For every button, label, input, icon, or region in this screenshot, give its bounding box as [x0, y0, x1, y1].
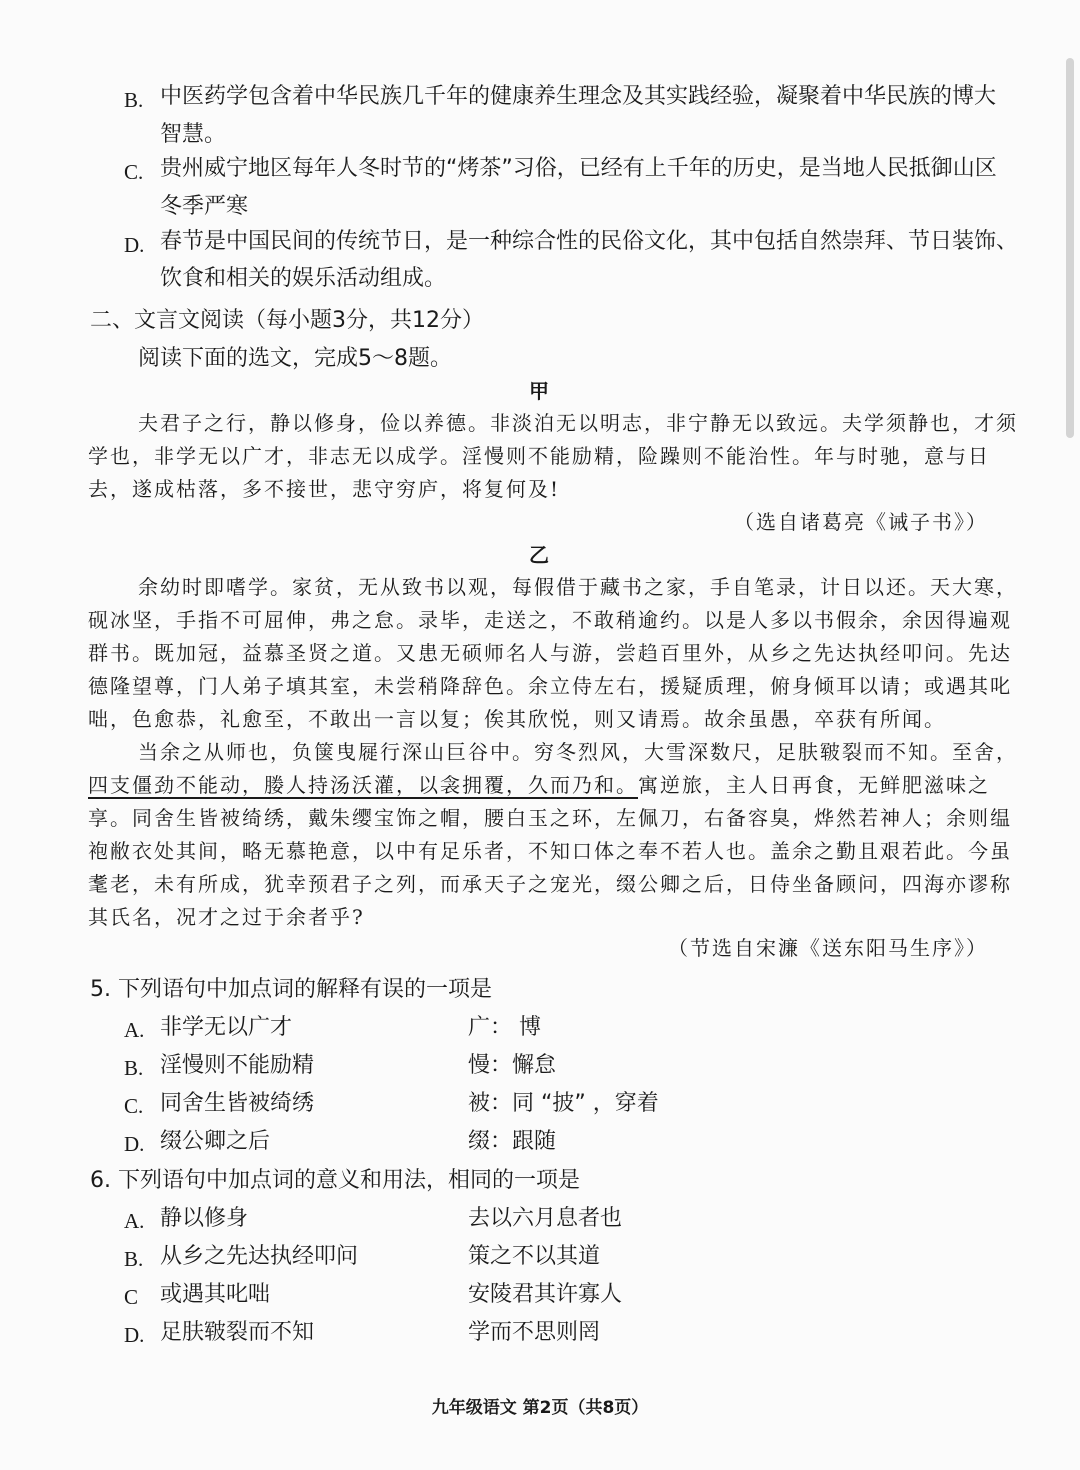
- q6-option-text: 足肤皲裂而不知: [160, 1320, 315, 1345]
- passage-b-line: 群书。既加冠，益慕圣贤之道。又患无硕师名人与游，尝趋百里外，从乡之先达执经叩问。先达: [88, 641, 1012, 665]
- passage-b-line: [88, 775, 990, 795]
- q4-option-b-line2: 智慧。: [160, 122, 227, 147]
- q4-option-d-line2: 饮食和相关的娱乐活动组成。: [160, 266, 447, 291]
- q4-option-letter: D.: [124, 233, 145, 257]
- q4-option-b-line1: 中医药学包含着中华民族几千年的健康养生理念及其实践经验，凝聚着中华民族的博大: [160, 84, 997, 109]
- passage-b-line: 耄老，未有所成，犹幸预君子之列，而承天子之宠光，缀公卿之后，日侍坐备顾问，四海亦谬称: [88, 872, 1012, 896]
- passage-b-line: 德隆望尊，门人弟子填其室，未尝稍降辞色。余立侍左右，援疑质理，俯身倾耳以请；或遇其叱: [88, 674, 1012, 698]
- passage-b-line: 砚冰坚，手指不可屈伸，弗之怠。录毕，走送之，不敢稍逾约。以是人多以书假余，余因得遍观: [88, 608, 1012, 632]
- passage-b-line: 其氏名，况才之过于余者乎?: [88, 905, 365, 929]
- q5-stem: 5. 下列语句中加点词的解释有误的一项是: [90, 977, 492, 1002]
- q5-option-gloss: 被：同 “披” ，穿着: [468, 1091, 659, 1116]
- passage-a-line: 学也，非学无以广才，非志无以成学。淫慢则不能励精，险躁则不能治性。年与时驰，意与日: [88, 444, 990, 468]
- q4-option-letter: B.: [124, 88, 144, 112]
- q5-option-letter: A.: [124, 1018, 145, 1042]
- q5-option-gloss: 慢：懈怠: [468, 1053, 557, 1078]
- q6-option-letter: B.: [124, 1247, 144, 1271]
- q4-option-letter: C.: [124, 160, 144, 184]
- passage-b-label: 乙: [529, 543, 551, 567]
- q5-option-text: 缀公卿之后: [160, 1129, 271, 1154]
- q6-option-text: 或遇其叱咄: [160, 1282, 271, 1307]
- passage-a-line: 夫君子之行，静以修身，俭以养德。非淡泊无以明志，非宁静无以致远。夫学须静也，才须: [138, 411, 1018, 435]
- underlined-sentence: 四支僵劲不能动，媵人持汤沃灌，以衾拥覆，久而乃和。: [88, 773, 638, 797]
- passage-b-line: 享。同舍生皆被绮绣，戴朱缨宝饰之帽，腰白玉之环，左佩刀，右备容臭，烨然若神人；余则缊: [88, 806, 1012, 830]
- q6-option-compare: 学而不思则罔: [468, 1320, 601, 1345]
- passage-a-line: 去，遂成枯落，多不接世，悲守穷庐，将复何及!: [88, 477, 561, 501]
- page-footer: 九年级语文 第2页（共8页）: [431, 1398, 649, 1418]
- section2-heading: 二、文言文阅读（每小题3分，共12分）: [90, 308, 484, 333]
- q5-option-text: 同舍生皆被绮绣: [160, 1091, 315, 1116]
- q4-option-c-line2: 冬季严寒: [160, 194, 249, 219]
- q5-option-letter: C.: [124, 1094, 144, 1118]
- q5-option-gloss: 缀：跟随: [468, 1129, 557, 1154]
- q6-option-text: 从乡之先达执经叩问: [160, 1244, 359, 1269]
- q5-option-letter: D.: [124, 1132, 145, 1156]
- passage-b-line-rest: 寓逆旅，主人日再食，无鲜肥滋味之: [638, 773, 990, 797]
- passage-a-label: 甲: [529, 379, 551, 403]
- q5-option-gloss: 广： 博: [468, 1015, 541, 1040]
- passage-b-line: 当余之从师也，负箧曳屣行深山巨谷中。穷冬烈风，大雪深数尺，足肤皲裂而不知。至舍，: [138, 740, 1018, 764]
- q6-option-compare: 去以六月息者也: [468, 1206, 623, 1231]
- q5-option-text: 淫慢则不能励精: [160, 1053, 315, 1078]
- q5-option-text: 非学无以广才: [160, 1015, 293, 1040]
- q6-option-text: 静以修身: [160, 1206, 249, 1231]
- passage-a-source: （选自诸葛亮《诫子书》）: [734, 510, 988, 534]
- passage-b-source: （节选自宋濂《送东阳马生序》）: [668, 936, 988, 960]
- passage-b-line: 咄，色愈恭，礼愈至，不敢出一言以复；俟其欣悦，则又请焉。故余虽愚，卒获有所闻。: [88, 707, 946, 731]
- q4-option-d-line1: 春节是中国民间的传统节日，是一种综合性的民俗文化，其中包括自然崇拜、节日装饰、: [160, 229, 1019, 254]
- q4-option-c-line1: 贵州威宁地区每年人冬时节的“烤茶”习俗，已经有上千年的历史，是当地人民抵御山区: [160, 156, 997, 181]
- q5-option-letter: B.: [124, 1056, 144, 1080]
- q6-option-letter: D.: [124, 1323, 145, 1347]
- q6-stem: 6. 下列语句中加点词的意义和用法，相同的一项是: [90, 1168, 580, 1193]
- passage-b-line: 袍敝衣处其间，略无慕艳意，以中有足乐者，不知口体之奉不若人也。盖余之勤且艰若此。今虽: [88, 839, 1012, 863]
- q6-option-compare: 安陵君其许寡人: [468, 1282, 623, 1307]
- passage-b-line: 余幼时即嗜学。家贫，无从致书以观，每假借于藏书之家，手自笔录，计日以还。天大寒，: [138, 575, 1018, 599]
- q6-option-letter: C: [124, 1285, 139, 1309]
- q6-option-compare: 策之不以其道: [468, 1244, 601, 1269]
- q6-option-letter: A.: [124, 1209, 145, 1233]
- section2-instruction: 阅读下面的选文，完成5～8题。: [138, 346, 452, 371]
